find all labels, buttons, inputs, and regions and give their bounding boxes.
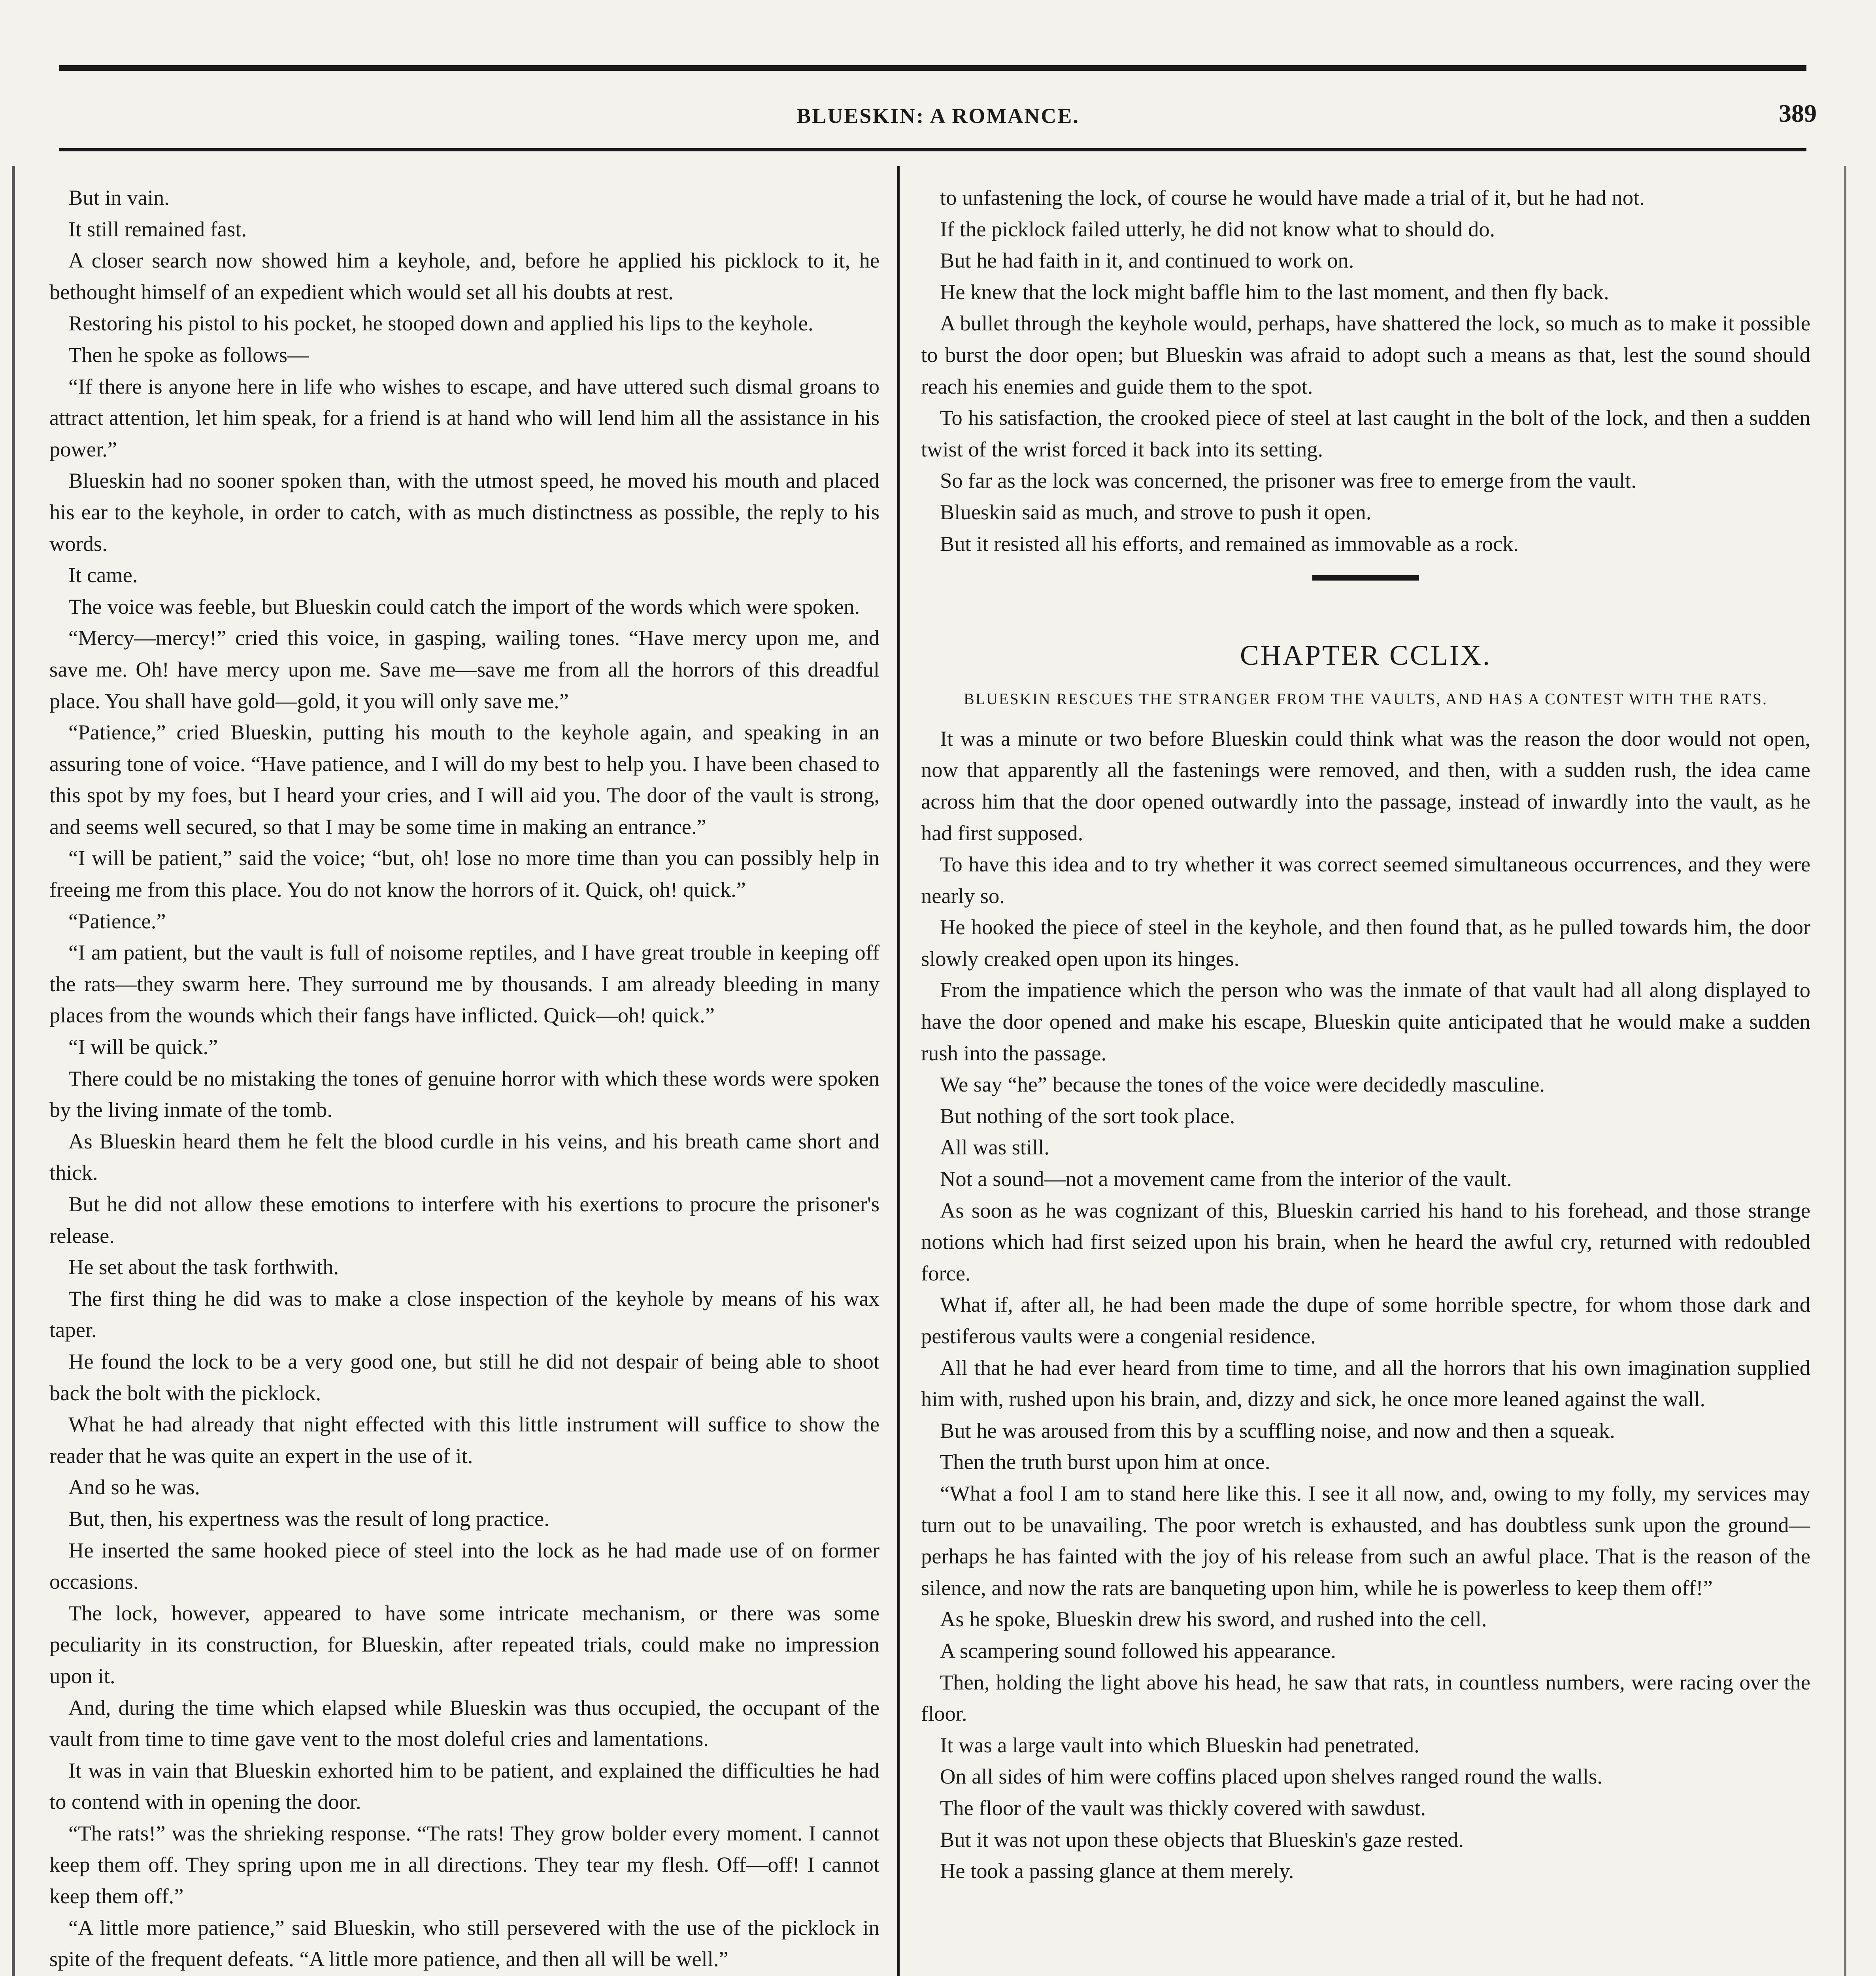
chapter-summary: BLUESKIN RESCUES THE STRANGER FROM THE VAULTS, AND HAS A CONTEST WITH THE RATS. (964, 690, 1768, 708)
paragraph: He inserted the same hooked piece of steel into the lock as he had made use of on former occasions. (49, 1538, 879, 1594)
paragraph: The floor of the vault was thickly covered with sawdust. (940, 1795, 1426, 1820)
paragraph: There could be no mistaking the tones of genuine horror with which these words were spoken by the living inmate of the tomb. (49, 1066, 879, 1122)
paragraph: To have this idea and to try whether it was correct seemed simultaneous occurrences, and they were nearly so. (921, 852, 1810, 908)
paragraph: The first thing he did was to make a close inspection of the keyhole by means of his wax taper. (49, 1286, 879, 1342)
paragraph: But it was not upon these objects that Blueskin's gaze rested. (940, 1827, 1464, 1852)
paragraph: A scampering sound followed his appearance. (940, 1638, 1336, 1663)
paragraph: From the impatience which the person who was the inmate of that vault had all along displayed to have the door opened and make his escape, Blueskin quite anticipated that he would make a sudden rush into the passage. (921, 978, 1810, 1065)
paragraph: As he spoke, Blueskin drew his sword, and rushed into the cell. (940, 1607, 1487, 1631)
paragraph: “I will be quick.” (68, 1035, 218, 1059)
paragraph: “If there is anyone here in life who wishes to escape, and have uttered such dismal groans to attract attention, let him speak, for a friend is at hand who will lend him all the assistance in his power.” (49, 374, 879, 461)
paragraph: All was still. (940, 1135, 1050, 1160)
paragraph: “Mercy—mercy!” cried this voice, in gasping, wailing tones. “Have mercy upon me, and save me. Oh! have mercy upon me. Save me—save me from all the horrors of this dreadful place. You shall have gold—gold, it you will only save me.” (49, 626, 879, 713)
paragraph: Then the truth burst upon him at once. (940, 1450, 1270, 1474)
paragraph: He knew that the lock might baffle him to the last moment, and then fly back. (940, 279, 1609, 304)
header-underline (59, 148, 1806, 151)
paragraph: “The rats!” was the shrieking response. “The rats! They grow bolder every moment. I cannot keep them off. They spring upon me in all directions. They tear my flesh. Off—off! I cannot keep them off.” (49, 1821, 879, 1908)
chapter-separator-rule (1312, 575, 1419, 581)
paragraph: All that he had ever heard from time to time, and all the horrors that his own imagination supplied him with, rushed upon his brain, and, dizzy and sick, he once more leaned against the wall. (921, 1355, 1810, 1411)
paragraph: He set about the task forthwith. (68, 1255, 339, 1279)
paragraph: “Patience.” (68, 909, 166, 933)
paragraph: Not a sound—not a movement came from the interior of the vault. (940, 1167, 1512, 1191)
paragraph: A closer search now showed him a keyhole, and, before he applied his picklock to it, he bethought himself of an expedient which would set all his doubts at rest. (49, 248, 879, 304)
paragraph: He found the lock to be a very good one, but still he did not despair of being able to shoot back the bolt with the picklock. (49, 1349, 879, 1405)
paragraph: to unfastening the lock, of course he would have made a trial of it, but he had not. (940, 185, 1645, 209)
left-text-column (49, 182, 879, 1976)
paragraph: “A little more patience,” said Blueskin, who still persevered with the use of the picklock in spite of the frequent defeats. “A little more patience, and then all will be well.” (49, 1915, 879, 1971)
paragraph: But, then, his expertness was the result of long practice. (68, 1506, 549, 1531)
paragraph: Then, holding the light above his head, he saw that rats, in countless numbers, were racing over the floor. (921, 1670, 1810, 1726)
paragraph: Blueskin said as much, and strove to push it open. (940, 500, 1372, 524)
column-divider (897, 166, 900, 1976)
paragraph: He took a passing glance at them merely. (940, 1859, 1294, 1883)
running-header-title: BLUESKIN: A ROMANCE. (796, 104, 1080, 128)
left-margin-rule (12, 166, 15, 1976)
paragraph: A bullet through the keyhole would, perhaps, have shattered the lock, so much as to make it possible to burst the door open; but Blueskin was afraid to adopt such a means as that, lest the sound should reach his enemies and guide them to the spot. (921, 311, 1810, 398)
paragraph: But he did not allow these emotions to interfere with his exertions to procure the prisoner's release. (49, 1192, 879, 1248)
paragraph: The voice was feeble, but Blueskin could catch the import of the words which were spoken. (68, 594, 860, 618)
chapter-heading: CHAPTER CCLIX. (1240, 639, 1492, 671)
paragraph: And, during the time which elapsed while Blueskin was thus occupied, the occupant of the vault from time to time gave vent to the most doleful cries and lamentations. (49, 1695, 879, 1751)
paragraph: Blueskin had no sooner spoken than, with the utmost speed, he moved his mouth and placed his ear to the keyhole, in order to catch, with as much distinctness as possible, the reply to his words. (49, 468, 879, 556)
paragraph: But it resisted all his efforts, and remained as immovable as a rock. (940, 531, 1519, 556)
paragraph: “I will be patient,” said the voice; “but, oh! lose no more time than you can possibly help in freeing me from this place. You do not know the horrors of it. Quick, oh! quick.” (49, 846, 879, 902)
paragraph: As Blueskin heard them he felt the blood curdle in his veins, and his breath came short and thick. (49, 1129, 879, 1185)
paragraph: But he had faith in it, and continued to work on. (940, 248, 1354, 273)
paragraph: What if, after all, he had been made the dupe of some horrible spectre, for whom those dark and pestiferous vaults were a congenial residence. (921, 1292, 1810, 1348)
paragraph: We say “he” because the tones of the voice were decidedly masculine. (940, 1072, 1545, 1097)
paragraph: “Patience,” cried Blueskin, putting his mouth to the keyhole again, and speaking in an assuring tone of voice. “Have patience, and I will do my best to help you. I have been chased to this spot by my foes, but I heard your cries, and I will aid you. The door of the vault is strong, and seems well secured, so that I may be some time in making an entrance.” (49, 720, 879, 839)
paragraph: “What a fool I am to stand here like this. I see it all now, and, owing to my folly, my services may turn out to be unavailing. The poor wretch is exhausted, and has doubtless sunk upon the ground—perhaps he has fainted with the joy of his release from such an awful place. That is the reason of the silence, and now the rats are banqueting upon him, while he is powerless to keep them off!” (921, 1481, 1810, 1600)
paragraph: But he was aroused from this by a scuffling noise, and now and then a squeak. (940, 1418, 1615, 1442)
paragraph: And so he was. (68, 1475, 200, 1499)
paragraph: On all sides of him were coffins placed upon shelves ranged round the walls. (940, 1764, 1602, 1789)
paragraph: As soon as he was cognizant of this, Blueskin carried his hand to his forehead, and those strange notions which had first seized upon his brain, when he heard the awful cry, returned with redoubled force. (921, 1198, 1810, 1285)
paragraph: It still remained fast. (68, 217, 247, 241)
paragraph: But in vain. (68, 185, 170, 209)
page-number: 389 (1779, 99, 1817, 127)
paragraph: Then he spoke as follows— (68, 342, 309, 367)
paragraph: To his satisfaction, the crooked piece of steel at last caught in the bolt of the lock, and then a sudden twist of the wrist forced it back into its setting. (921, 405, 1810, 461)
paragraph: “I am patient, but the vault is full of noisome reptiles, and I have great trouble in keeping off the rats—they swarm here. They surround me by thousands. I am already bleeding in many places from the wounds which their fangs have inflicted. Quick—oh! quick.” (49, 940, 879, 1028)
paragraph: So far as the lock was concerned, the prisoner was free to emerge from the vault. (940, 468, 1637, 493)
right-text-column (921, 182, 1810, 1976)
paragraph: If the picklock failed utterly, he did not know what to should do. (940, 217, 1495, 241)
paragraph: He hooked the piece of steel in the keyhole, and then found that, as he pulled towards him, the door slowly creaked open upon its hinges. (921, 915, 1810, 971)
paragraph: It came. (68, 563, 138, 587)
paragraph: Restoring his pistol to his pocket, he stooped down and applied his lips to the keyhole. (68, 311, 813, 336)
paragraph: What he had already that night effected with this little instrument will suffice to show the reader that he was quite an expert in the use of it. (49, 1412, 879, 1468)
paragraph: But nothing of the sort took place. (940, 1103, 1235, 1128)
chapter-block (921, 575, 1810, 711)
paragraph: The lock, however, appeared to have some intricate mechanism, or there was some peculiarity in its construction, for Blueskin, after repeated trials, could make no impression upon it. (49, 1601, 879, 1688)
paragraph: It was a large vault into which Blueskin had penetrated. (940, 1733, 1419, 1757)
paragraph: It was in vain that Blueskin exhorted him to be patient, and explained the difficulties he had to contend with in opening the door. (49, 1758, 879, 1814)
paragraph: It was a minute or two before Blueskin could think what was the reason the door would not open, now that apparently all the fastenings were removed, and then, with a sudden rush, the idea came across him that the door opened outwardly into the passage, instead of inwardly into the vault, as he had first supposed. (921, 726, 1810, 845)
right-margin-rule (1844, 166, 1846, 1976)
top-rule (59, 65, 1806, 71)
